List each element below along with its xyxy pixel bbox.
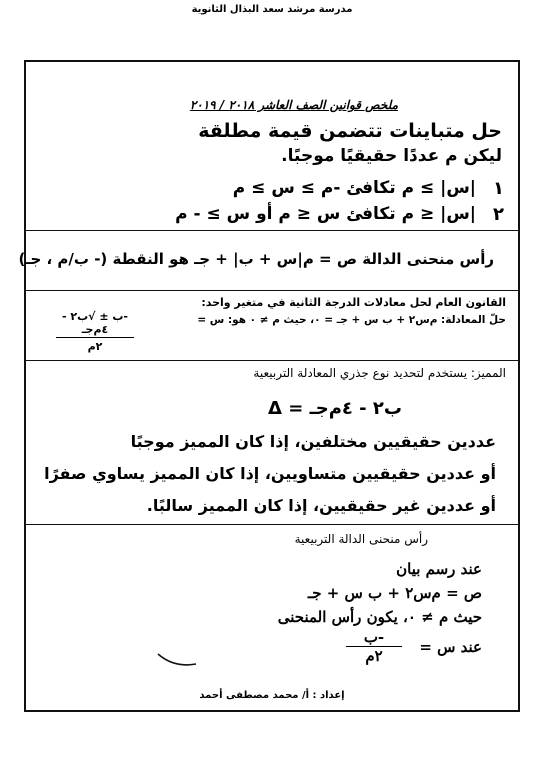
quadratic-formula xyxy=(56,310,134,353)
discriminant-title: المميز: يستخدم لتحديد نوع جذري المعادلة التربيعية xyxy=(253,366,506,380)
school-name: مدرسة مرشد سعد البذال الثانوية xyxy=(191,4,353,15)
author-credit: إعداد : أ/ محمد مصطفى أحمد xyxy=(199,690,345,701)
general-law-title: القانون العام لحل معادلات الدرجة الثانية في متغير واحد: xyxy=(201,296,506,309)
item-number-1: ١ xyxy=(493,178,504,199)
summary-title: ملخص قوانين الصف العاشر ٢٠١٨ / ٢٠١٩ xyxy=(189,98,398,112)
divider xyxy=(26,524,518,525)
handwritten-line-3: حيث ﻡ ≠ ٠، يكون رأس المنحنى xyxy=(277,608,482,626)
discriminant-case-negative: أو عددين غير حقيقيين، إذا كان المميز سالبًا. xyxy=(146,496,496,515)
vertex-absolute-function: رأس منحنى الدالة ص = ﻡ|س + ب| + جـ هو النقطة (- ب/ﻡ ، جـ) xyxy=(18,250,494,268)
handwritten-line-4: عند س = xyxy=(419,638,482,656)
discriminant-formula: Δ = ب٢ - ٤ﻡجـ xyxy=(268,398,402,419)
vertex-x-fraction xyxy=(346,628,402,665)
assumption-text: ليكن ﻡ عددًا حقيقيًا موجبًا. xyxy=(281,146,502,166)
handwritten-line-1: عند رسم بيان xyxy=(396,560,482,578)
formula-numerator: -ب ± √ب٢ - ٤ﻡجـ xyxy=(56,310,134,338)
divider xyxy=(26,360,518,361)
inequality-rule-1: |س| ≥ ﻡ تكافئ -ﻡ ≥ س ≥ ﻡ xyxy=(232,178,476,198)
quadratic-vertex-title: رأس منحنى الدالة التربيعية xyxy=(294,532,428,546)
divider xyxy=(26,230,518,231)
formula-denominator: ٢ﻡ xyxy=(87,340,103,353)
divider xyxy=(26,290,518,291)
vertex-frac-denominator: ٢ﻡ xyxy=(365,647,383,665)
pen-stroke-mark xyxy=(156,650,200,670)
vertex-frac-numerator: -ب xyxy=(346,628,402,647)
general-law-equation: حلّ المعادلة: ﻡس٢ + ب س + جـ = ٠، حيث ﻡ ≠ ٠ هو: س = xyxy=(197,314,506,326)
inequality-rule-2: |س| ≤ ﻡ تكافئ س ≤ ﻡ أو س ≥ - ﻡ xyxy=(175,204,476,224)
discriminant-case-positive: عددين حقيقيين مختلفين، إذا كان المميز موجبًا xyxy=(130,432,496,451)
page-frame xyxy=(18,60,520,712)
handwritten-line-2: ص = ﻡس٢ + ب س + جـ xyxy=(307,584,482,602)
discriminant-case-zero: أو عددين حقيقيين متساويين، إذا كان المميز يساوي صفرًا xyxy=(44,464,496,483)
item-number-2: ٢ xyxy=(493,204,504,225)
section-heading-absolute-inequalities: حل متباينات تتضمن قيمة مطلقة xyxy=(198,120,502,142)
